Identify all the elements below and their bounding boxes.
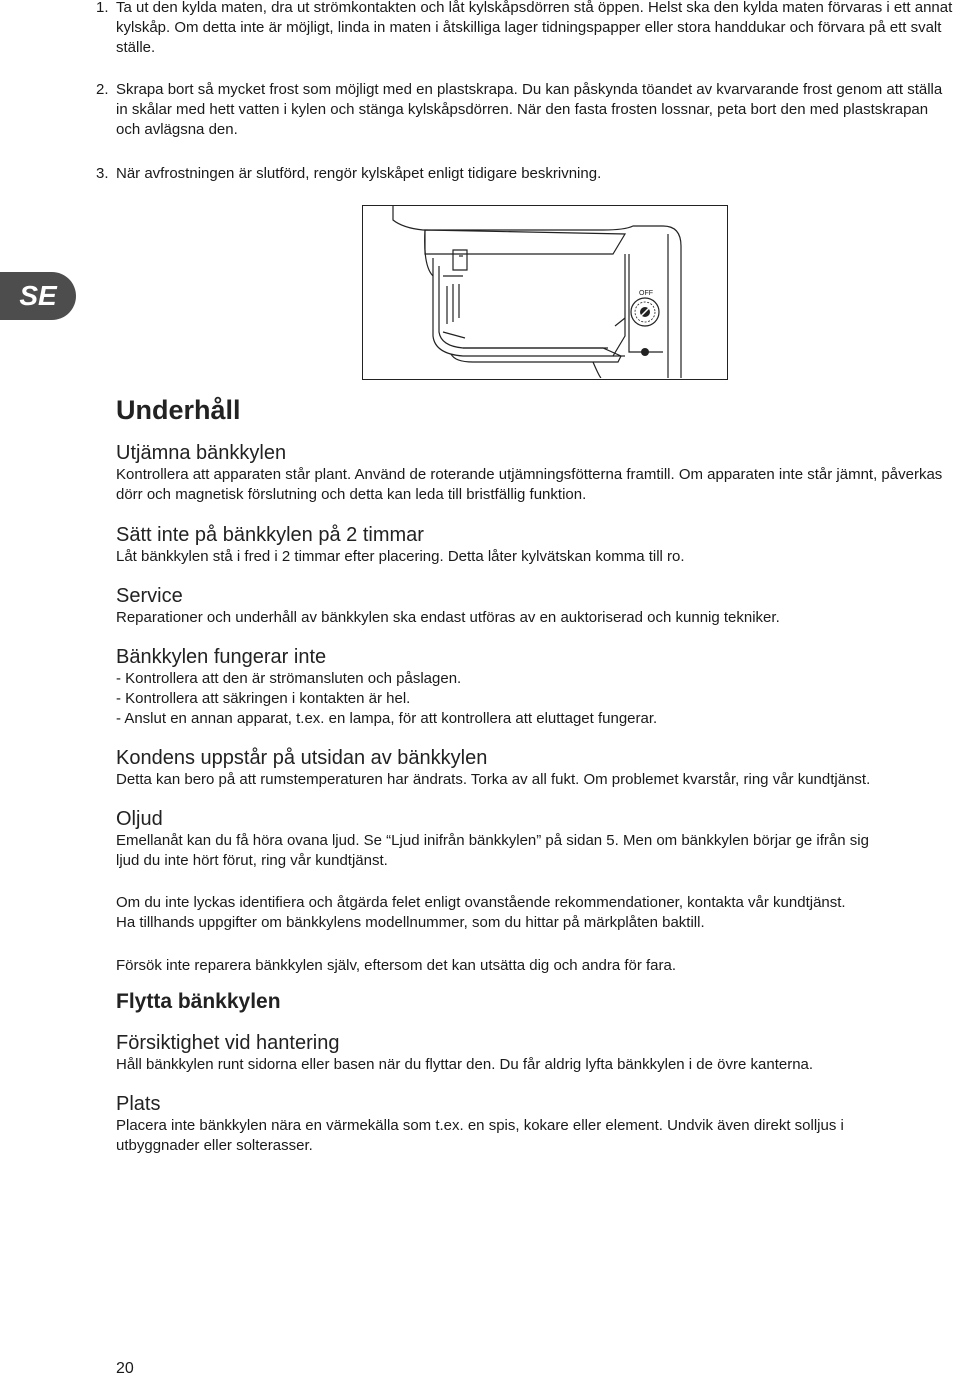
section-heading: Sätt inte på bänkkylen på 2 timmar <box>116 524 424 546</box>
section-heading: Utjämna bänkkylen <box>116 442 287 464</box>
section-text: Placera inte bänkkylen nära en värmekälla som t.ex. en spis, kokare eller element. Undvik även direkt solljus i utbyggnader eller solterasser. <box>116 1117 844 1154</box>
section-text: Låt bänkkylen stå i fred i 2 timmar efter placering. Detta låter kylvätskan komma till ro. <box>116 548 685 565</box>
step-number: 1. <box>96 0 109 16</box>
section-text: Detta kan bero på att rumstemperaturen har ändrats. Torka av all fukt. Om problemet kvarstår, ring vår kundtjänst. <box>116 771 871 788</box>
section-heading: Service <box>116 585 183 607</box>
step-text: Skrapa bort så mycket frost som möjligt med en plastskrapa. Du kan påskynda töandet av kvarvarande frost genom att ställa in skålar med hett vatten i kylen och stänga kylskåpsdörren. När den fasta frosten lossnar, peta bort den med plastskrapan och avlägsna den. <box>116 81 943 138</box>
moving-title: Flytta bänkkylen <box>116 990 281 1013</box>
step-number: 2. <box>96 81 109 98</box>
section-placement <box>116 1092 866 1155</box>
section-text: Emellanåt kan du få höra ovana ljud. Se “Ljud inifrån bänkkylen” på sidan 5. Men om bänkkylen börjar ge ifrån sig ljud du inte hört förut, ring vår kundtjänst. <box>116 832 869 869</box>
warning-text: Försök inte reparera bänkkylen själv, eftersom det kan utsätta dig och andra för fara. <box>116 957 677 974</box>
check-line: - Kontrollera att den är strömansluten och påslagen. <box>116 670 462 687</box>
contact-paragraph <box>116 893 866 932</box>
section-noise <box>116 807 896 870</box>
maintenance-title: Underhåll <box>116 395 241 425</box>
step-1 <box>96 0 956 58</box>
section-heading: Oljud <box>116 808 163 830</box>
step-text: När avfrostningen är slutförd, rengör kylskåpet enligt tidigare beskrivning. <box>116 165 602 182</box>
section-service <box>116 584 960 628</box>
section-text: Håll bänkkylen runt sidorna eller basen när du flyttar den. Du får aldrig lyfta bänkkylen i de övre kanterna. <box>116 1056 814 1073</box>
step-text: Ta ut den kylda maten, dra ut strömkontakten och låt kylskåpsdörren stå öppen. Helst ska den kylda maten förvaras i ett annat kylskåp. Om detta inte är möjligt, linda in maten i åtskilliga lager tidningspapper eller stora handdukar och förvara på ett svalt ställe. <box>116 0 953 56</box>
section-not-working <box>116 645 960 729</box>
section-rest <box>116 523 960 567</box>
section-handling <box>116 1031 960 1075</box>
section-text: Kontrollera att apparaten står plant. Använd de roterande utjämningsfötterna framtill. Om apparaten inte står jämnt, påverkas dörr och magnetisk förslutning och detta kan leda till bristfällig funktion. <box>116 466 943 503</box>
check-line: - Kontrollera att säkringen i kontakten är hel. <box>116 690 411 707</box>
thermostat-dial <box>631 298 659 356</box>
language-tab: SE <box>0 272 76 320</box>
section-level <box>116 441 960 504</box>
section-heading: Bänkkylen fungerar inte <box>116 646 327 668</box>
section-text: Reparationer och underhåll av bänkkylen ska endast utföras av en auktoriserad och kunnig tekniker. <box>116 609 780 626</box>
check-line: - Anslut en annan apparat, t.ex. en lampa, för att kontrollera att eluttaget fungerar. <box>116 710 658 727</box>
contact-text: Om du inte lyckas identifiera och åtgärda felet enligt ovanstående rekommendationer, kontakta vår kundtjänst. Ha tillhands uppgifter om bänkkylens modellnummer, som du hittar på märkplåten baktill. <box>116 894 846 931</box>
warning-paragraph <box>116 956 960 976</box>
page-number: 20 <box>116 1360 134 1377</box>
section-condensation <box>116 746 960 790</box>
section-heading: Plats <box>116 1093 161 1115</box>
step-3 <box>96 164 956 184</box>
fridge-drawing <box>363 206 726 378</box>
fridge-illustration <box>362 205 728 380</box>
step-number: 3. <box>96 165 109 182</box>
section-heading: Kondens uppstår på utsidan av bänkkylen <box>116 747 488 769</box>
step-2 <box>96 80 956 140</box>
section-heading: Försiktighet vid hantering <box>116 1032 340 1054</box>
dial-off-label: OFF <box>639 290 653 297</box>
